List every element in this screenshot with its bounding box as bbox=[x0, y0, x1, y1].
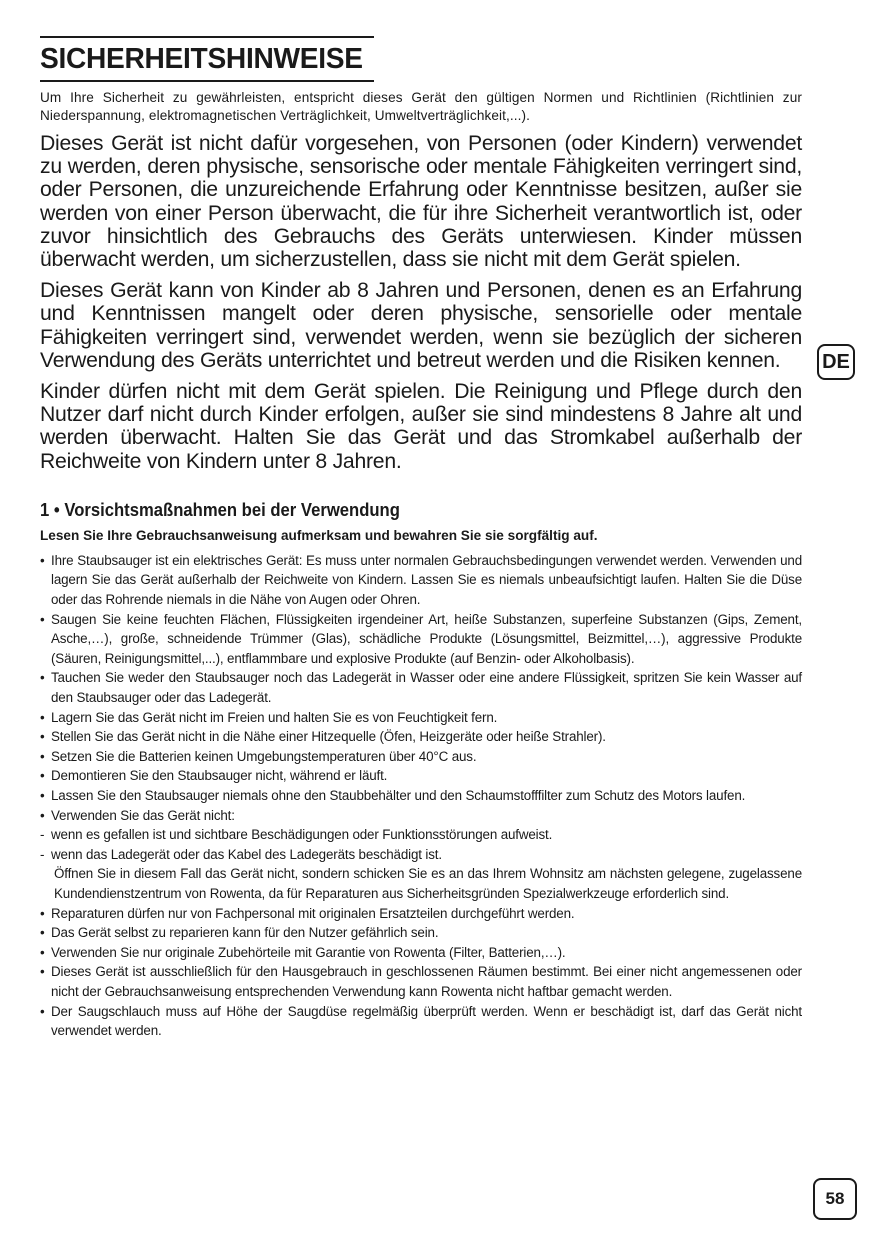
document-body bbox=[40, 89, 802, 1041]
list-item bbox=[40, 806, 802, 826]
bullet-marker: • bbox=[40, 1003, 45, 1019]
bullet-marker: • bbox=[40, 925, 45, 941]
list-item-sub bbox=[40, 825, 802, 845]
list-item bbox=[40, 1002, 802, 1041]
list-item bbox=[40, 766, 802, 786]
list-item bbox=[40, 610, 802, 669]
list-item bbox=[40, 551, 802, 610]
page-title: SICHERHEITSHINWEISE bbox=[40, 43, 363, 75]
bullet-marker: • bbox=[40, 944, 45, 960]
list-item-text: Ihre Staubsauger ist ein elektrisches Gerät: Es muss unter normalen Gebrauchsbedingungen verwendet werden. Verwenden und lagern Sie das Gerät außerhalb der Reichweite von Kindern. Lassen Sie es niemals unbeaufsichtigt laufen. Halten Sie die Düse oder das Rohrende niemals in die Nähe von Augen oder Ohren. bbox=[51, 552, 802, 608]
list-item bbox=[40, 904, 802, 924]
bullet-marker: • bbox=[40, 709, 45, 725]
list-item-text: Öffnen Sie in diesem Fall das Gerät nicht, sondern schicken Sie es an das Ihrem Wohnsitz am nächsten gelegene, zugelassene Kundendienstzentrum von Rowenta, da für Reparaturen aus Sicherheitsgründen Spezialwerkzeuge erforderlich sind. bbox=[54, 866, 802, 901]
list-item-text: Verwenden Sie nur originale Zubehörteile mit Garantie von Rowenta (Filter, Batterien,…). bbox=[51, 944, 566, 960]
intro-paragraph: Um Ihre Sicherheit zu gewährleisten, entspricht dieses Gerät den gültigen Normen und Richtlinien (Richtlinien zur Niederspannung, elektromagnetischen Verträglichkeit, Umweltverträglichkeit,...). bbox=[40, 90, 802, 123]
list-item-text: Setzen Sie die Batterien keinen Umgebungstemperaturen über 40°C aus. bbox=[51, 748, 477, 764]
bullet-marker: • bbox=[40, 807, 45, 823]
list-item-text: wenn das Ladegerät oder das Kabel des Ladegeräts beschädigt ist. bbox=[51, 846, 442, 862]
language-badge: DE bbox=[817, 344, 855, 380]
bullet-marker: • bbox=[40, 905, 45, 921]
page-number: 58 bbox=[813, 1178, 857, 1220]
dash-marker: - bbox=[40, 827, 45, 843]
warning-paragraph-2: Dieses Gerät kann von Kinder ab 8 Jahren und Personen, denen es an Erfahrung und Kenntnissen mangelt oder deren physische, sensorielle oder mentale Fähigkeiten verringert sind, verwendet werden, wenn sie bezüglich der sicheren Verwendung des Geräts unterrichtet und betreut werden und die Risiken kennen. bbox=[40, 279, 802, 372]
bullet-marker: • bbox=[40, 787, 45, 803]
list-item-text: Verwenden Sie das Gerät nicht: bbox=[51, 807, 235, 823]
list-item-text: Lagern Sie das Gerät nicht im Freien und halten Sie es von Feuchtigkeit fern. bbox=[51, 709, 498, 725]
precaution-list bbox=[40, 551, 802, 1041]
list-item bbox=[40, 943, 802, 963]
list-item bbox=[40, 786, 802, 806]
list-item bbox=[40, 668, 802, 707]
list-item-text: Tauchen Sie weder den Staubsauger noch das Ladegerät in Wasser oder eine andere Flüssigkeit, spritzen Sie kein Wasser auf den Staubsauger oder das Ladegerät. bbox=[51, 670, 802, 705]
list-item-text: Dieses Gerät ist ausschließlich für den Hausgebrauch in geschlossenen Räumen bestimmt. Bei einer nicht angemessenen oder nicht der Gebrauchsanweisung entsprechenden Verwendung kann Rowenta nicht haftbar gemacht werden. bbox=[51, 964, 802, 999]
section-title: 1 • Vorsichtsmaßnahmen bei der Verwendung bbox=[40, 498, 400, 520]
list-item-text: Lassen Sie den Staubsauger niemals ohne den Staubbehälter und den Schaumstofffilter zum Schutz des Motors laufen. bbox=[51, 787, 746, 803]
list-item-text: Stellen Sie das Gerät nicht in die Nähe einer Hitzequelle (Öfen, Heizgeräte oder heiße Strahler). bbox=[51, 729, 606, 745]
bullet-marker: • bbox=[40, 768, 45, 784]
list-item-text: wenn es gefallen ist und sichtbare Beschädigungen oder Funktionsstörungen aufweist. bbox=[51, 827, 553, 843]
list-item-text: Demontieren Sie den Staubsauger nicht, während er läuft. bbox=[51, 768, 388, 784]
bullet-marker: • bbox=[40, 552, 45, 568]
bullet-marker: • bbox=[40, 611, 45, 627]
warning-paragraph-1: Dieses Gerät ist nicht dafür vorgesehen, von Personen (oder Kindern) verwendet zu werden, deren physische, sensorische oder mentale Fähigkeiten verringert sind, oder Personen, die unzureichende Erfahrung oder Kenntnisse besitzen, außer sie werden von einer Person überwacht, die für ihre Sicherheit verantwortlich ist, oder zuvor hinsichtlich des Gebrauchs des Geräts unterwiesen. Kinder müssen überwacht werden, um sicherzustellen, dass sie nicht mit dem Gerät spielen. bbox=[40, 132, 802, 272]
list-item bbox=[40, 923, 802, 943]
bullet-marker: • bbox=[40, 748, 45, 764]
list-item bbox=[40, 727, 802, 747]
list-item-text: Reparaturen dürfen nur von Fachpersonal mit originalen Ersatzteilen durchgeführt werden. bbox=[51, 905, 575, 921]
warning-paragraph-3: Kinder dürfen nicht mit dem Gerät spielen. Die Reinigung und Pflege durch den Nutzer darf nicht durch Kinder erfolgen, außer sie sind mindestens 8 Jahre alt und werden überwacht. Halten Sie das Gerät und das Stromkabel außerhalb der Reichweite von Kindern unter 8 Jahren. bbox=[40, 380, 802, 473]
list-item bbox=[40, 747, 802, 767]
list-item-text: Saugen Sie keine feuchten Flächen, Flüssigkeiten irgendeiner Art, heiße Substanzen, superfeine Substanzen (Gips, Zement, Asche,…), große, schneidende Trümmer (Glas), schädliche Produkte (Lösungsmittel, Beizmittel,…), aggressive Produkte (Säuren, Reinigungsmittel,...), entflammbare und explosive Produkte (auf Benzin- oder Alkoholbasis). bbox=[51, 611, 802, 666]
list-item-text: Das Gerät selbst zu reparieren kann für den Nutzer gefährlich sein. bbox=[51, 925, 439, 941]
list-item bbox=[40, 708, 802, 728]
bullet-marker: • bbox=[40, 964, 45, 980]
dash-marker: - bbox=[40, 846, 45, 862]
title-block bbox=[40, 36, 374, 82]
list-item-continuation bbox=[40, 864, 802, 903]
list-item bbox=[40, 962, 802, 1001]
bullet-marker: • bbox=[40, 729, 45, 745]
list-item-sub bbox=[40, 845, 802, 865]
section-lead: Lesen Sie Ihre Gebrauchsanweisung aufmerksam und bewahren Sie sie sorgfältig auf. bbox=[40, 527, 598, 543]
list-item-text: Der Saugschlauch muss auf Höhe der Saugdüse regelmäßig überprüft werden. Wenn er beschädigt ist, darf das Gerät nicht verwendet werden. bbox=[51, 1003, 802, 1039]
bullet-marker: • bbox=[40, 670, 45, 686]
